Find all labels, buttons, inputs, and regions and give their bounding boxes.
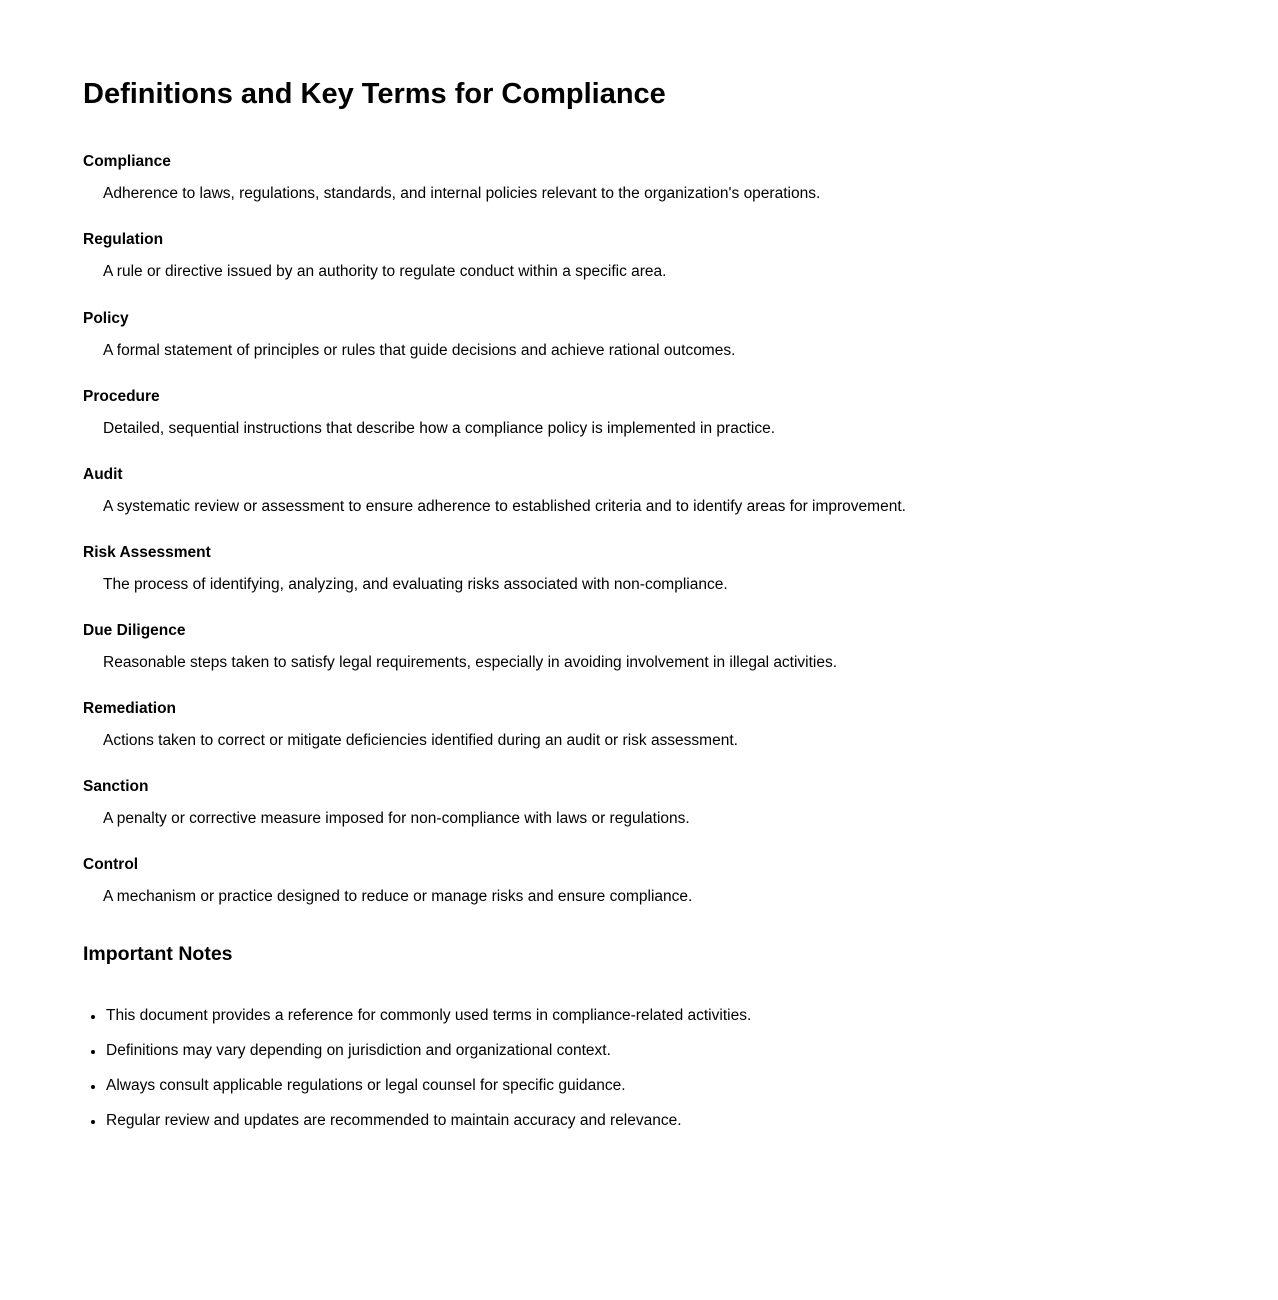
term-entry — [83, 544, 1195, 593]
term-name: Procedure — [83, 387, 160, 405]
term-definition: A mechanism or practice designed to reduce or manage risks and ensure compliance. — [103, 888, 693, 906]
term-definition: A rule or directive issued by an authority to regulate conduct within a specific area. — [103, 263, 667, 281]
term-entry — [83, 231, 1195, 280]
term-entry — [83, 622, 1195, 671]
term-entry — [83, 856, 1195, 905]
note-item: • Definitions may vary depending on jurisdiction and organizational context. — [105, 1042, 1195, 1059]
term-name: Sanction — [83, 778, 149, 796]
note-item: • Regular review and updates are recommended to maintain accuracy and relevance. — [105, 1112, 1195, 1129]
notes-list — [83, 1007, 1195, 1129]
term-name: Remediation — [83, 700, 177, 717]
term-name: Audit — [83, 465, 123, 483]
term-name: Regulation — [83, 231, 164, 249]
term-name: Due Diligence — [83, 621, 186, 639]
term-definition: A formal statement of principles or rules that guide decisions and achieve rational outcomes. — [103, 341, 736, 359]
term-entry — [83, 466, 1195, 515]
term-definition: A penalty or corrective measure imposed for non-compliance with laws or regulations. — [103, 810, 690, 828]
term-name: Compliance — [83, 153, 171, 171]
term-definition: Reasonable steps taken to satisfy legal requirements, especially in avoiding involvement in illegal activities. — [103, 653, 838, 671]
terms-list — [83, 153, 1195, 905]
note-item: • Always consult applicable regulations or legal counsel for specific guidance. — [105, 1077, 1195, 1094]
term-name: Risk Assessment — [83, 543, 211, 561]
term-entry — [83, 310, 1195, 359]
page-title: Definitions and Key Terms for Compliance — [83, 78, 666, 110]
term-definition: Adherence to laws, regulations, standards, and internal policies relevant to the organization's operations. — [103, 185, 821, 203]
term-entry — [83, 153, 1195, 202]
term-entry — [83, 778, 1195, 827]
term-definition: Detailed, sequential instructions that describe how a compliance policy is implemented in practice. — [103, 419, 776, 437]
term-definition: The process of identifying, analyzing, and evaluating risks associated with non-compliance. — [103, 575, 728, 593]
term-definition: Actions taken to correct or mitigate deficiencies identified during an audit or risk assessment. — [103, 732, 738, 750]
term-entry — [83, 388, 1195, 437]
note-item: • This document provides a reference for commonly used terms in compliance-related activities. — [105, 1007, 1195, 1024]
term-name: Policy — [83, 309, 129, 327]
term-name: Control — [83, 856, 139, 874]
term-entry — [83, 700, 1195, 749]
notes-heading: Important Notes — [83, 943, 233, 966]
term-definition: A systematic review or assessment to ensure adherence to established criteria and to identify areas for improvement. — [103, 497, 906, 515]
